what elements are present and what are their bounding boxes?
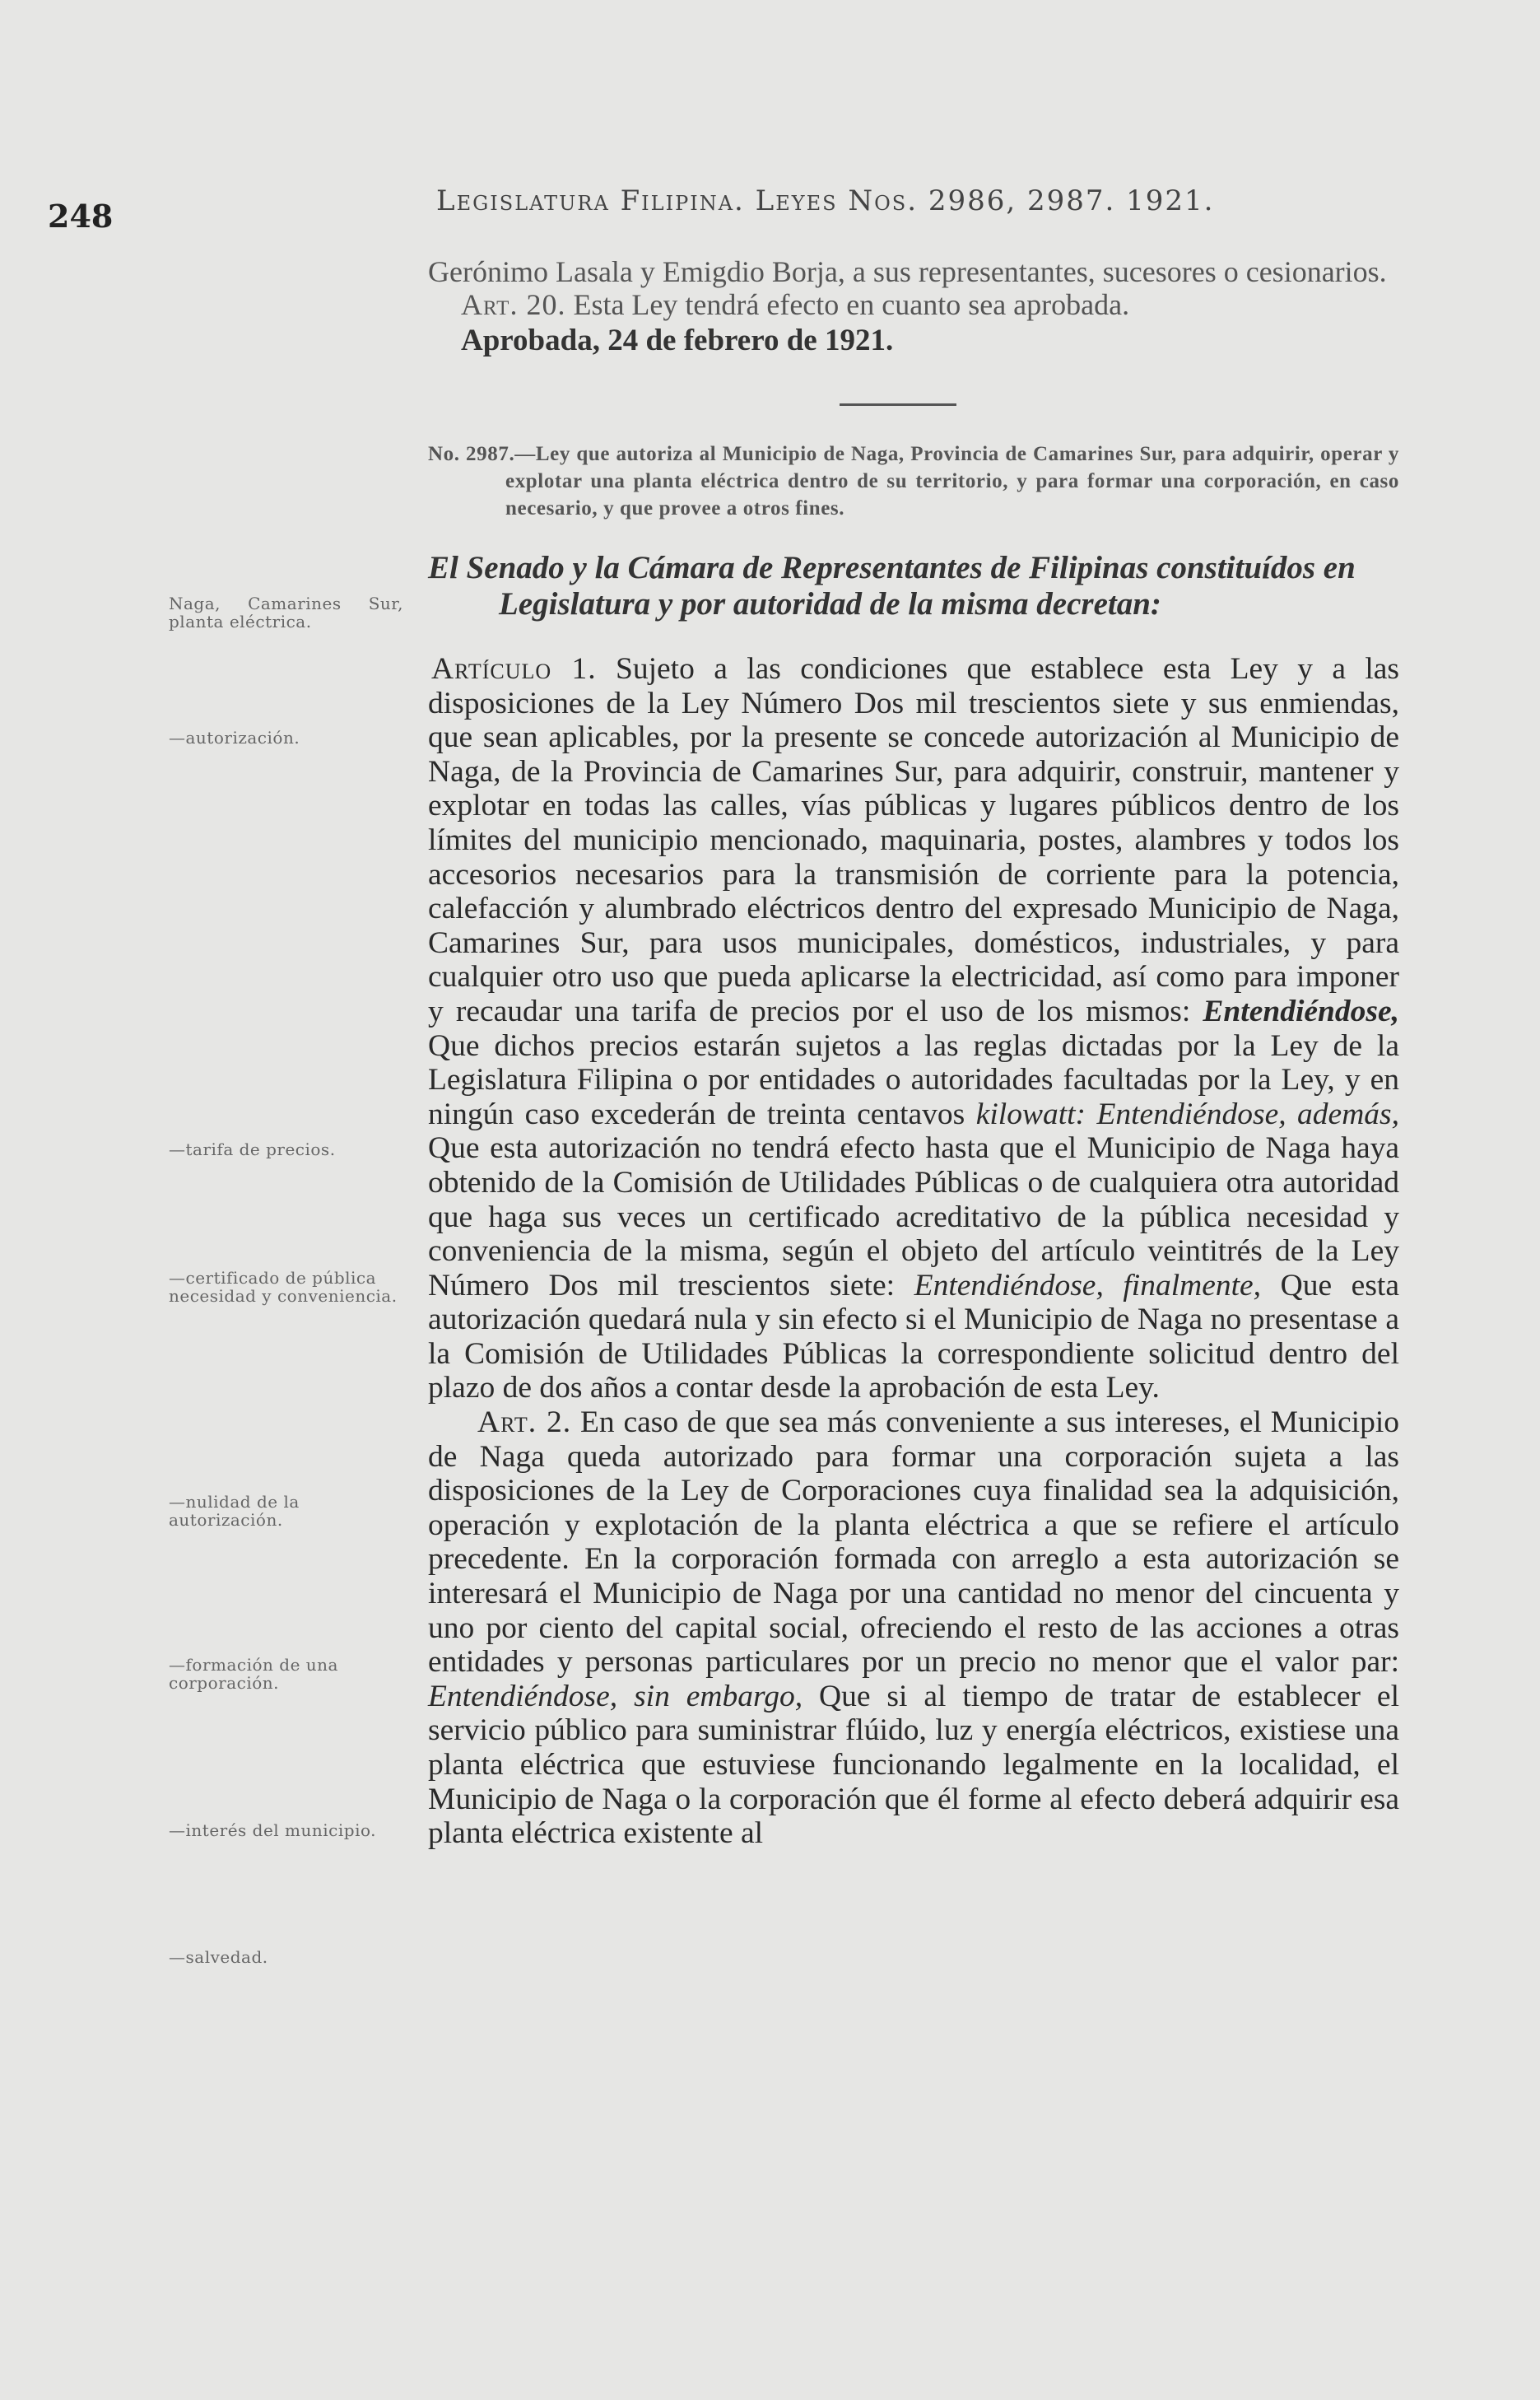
- proviso-label: Entendiéndose, finalmente,: [914, 1268, 1262, 1303]
- article-2-text: Que si al tiempo de tratar de establecer el servicio público para suministrar flúido, luz y energía eléctricos, existiese una planta eléctrica que estuviese funcionando legalmente en la localidad, el Municipio de Naga o la corporación que él forme al efecto deberá adquirir esa planta eléctrica existente al: [428, 1679, 1399, 1851]
- proviso-label: Entendiéndose, sin embargo,: [428, 1679, 803, 1713]
- margin-note-nulidad: —nulidad de la autorización.: [169, 1492, 300, 1530]
- article-1-text: Sujeto a las condiciones que establece esta Ley y a las disposiciones de la Ley Número Dos mil trescientos siete y sus enmiendas, que sean aplicables, por la presente se concede autorización al Municipio de Naga, de la Provincia de Camarines Sur, para adquirir, construir, mantener y explotar en todas las calles, vías públicas y lugares públicos dentro de los límites del municipio mencionado, maquinaria, postes, alambres y todos los accesorios necesarios para la transmisión de corriente para la potencia, calefacción y alumbrado eléctricos dentro del expresado Municipio de Naga, Camarines Sur, para usos municipales, domésticos, industriales, y para cualquier otro uso que pueda aplicarse la electricidad, así como para imponer y recaudar una tarifa de precios por el uso de los mismos:: [428, 652, 1399, 1028]
- article-2: [428, 1405, 1399, 1851]
- article-text: Esta Ley tendrá efecto en cuanto sea aprobada.: [565, 288, 1130, 321]
- margin-note-formacion: —formación de una corporación.: [169, 1655, 338, 1693]
- article-1: [428, 652, 1399, 1405]
- section-divider: [840, 403, 956, 406]
- margin-note-interes: —interés del municipio.: [169, 1820, 377, 1840]
- article-label: Art. 20.: [461, 288, 566, 321]
- approval-date: Aprobada, 24 de febrero de 1921.: [461, 324, 894, 357]
- margin-note-autorizacion: —autorización.: [169, 728, 300, 748]
- prev-law-article-20: [428, 288, 1399, 321]
- main-text-column: [428, 255, 1399, 1851]
- proviso-label: Entendiéndose, además,: [1086, 1097, 1399, 1131]
- margin-note-salvedad: —salvedad.: [169, 1947, 268, 1967]
- law-summary: No. 2987.—Ley que autoriza al Municipio de Naga, Provincia de Camarines Sur, para adquirir, operar y explotar una planta eléctrica dentro de su territorio, y para formar una corporación, en caso necesario, y que provee a otros fines.: [428, 443, 1399, 520]
- article-label: Artículo 1.: [431, 652, 597, 686]
- prev-law-intro: Gerónimo Lasala y Emigdio Borja, a sus representantes, sucesores o cesionarios.: [428, 255, 1387, 288]
- article-1-text: Que esta autorización no tendrá efecto hasta que el Municipio de Naga haya obtenido de la Comisión de Utilidades Públicas o de cualquiera otra autoridad que haga sus veces un certificado acreditativo de la pública necesidad y conveniencia de la misma, según el objeto del artículo veintitrés de la Ley Número Dos mil trescientos siete:: [428, 1131, 1399, 1303]
- margin-note-certificado: —certificado de pública necesidad y conveniencia.: [169, 1268, 398, 1306]
- margin-note-naga: Naga, Camarines Sur, planta eléctrica.: [169, 594, 403, 631]
- page-number: 248: [48, 198, 114, 235]
- running-head: Legislatura Filipina. Leyes Nos. 2986, 2987. 1921.: [436, 184, 1215, 217]
- article-1-text: Que dichos precios estarán sujetos a las reglas dictadas por la Ley de la Legislatura Filipina o por entidades o autoridades facultadas por la Ley, y en ningún caso excederán de treinta centavos: [428, 1028, 1399, 1131]
- enacting-clause: El Senado y la Cámara de Representantes de Filipinas constituídos en Legislatura y por autoridad de la misma decretan:: [428, 550, 1356, 622]
- margin-note-tarifa: —tarifa de precios.: [169, 1139, 336, 1159]
- unit-term: kilowatt:: [975, 1097, 1086, 1131]
- proviso-label: Entendiéndose,: [1203, 994, 1399, 1028]
- article-2-text: En caso de que sea más conveniente a sus intereses, el Municipio de Naga queda autorizado para formar una corporación sujeta a las disposiciones de la Ley de Corporaciones cuya finalidad sea la adquisición, operación y explotación de la planta eléctrica a que se refiere el artículo precedente. En la corporación formada con arreglo a esta autorización se interesará el Municipio de Naga por una cantidad no menor del cincuenta y uno por ciento del capital social, ofreciendo el resto de las acciones a otras entidades y personas particulares por un precio no menor que el valor par:: [428, 1405, 1399, 1680]
- article-1-text: Que esta autorización quedará nula y sin efecto si el Municipio de Naga no presentase a la Comisión de Utilidades Públicas la correspondiente solicitud dentro del plazo de dos años a contar desde la aprobación de esta Ley.: [428, 1268, 1399, 1405]
- article-label: Art. 2.: [477, 1405, 572, 1440]
